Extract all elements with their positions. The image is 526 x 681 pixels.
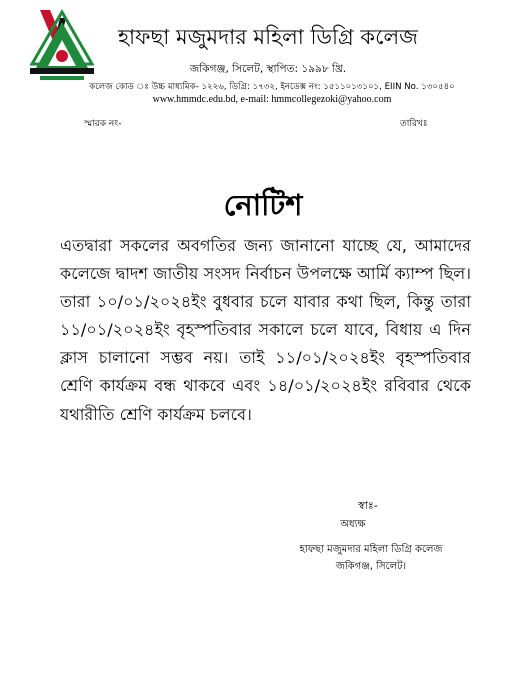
signatory-college: হাফছা মজুমদার মহিলা ডিগ্রি কলেজ — [299, 544, 443, 555]
date-label: তারিখঃ — [400, 119, 428, 129]
signature-label: স্বাঃ- — [358, 499, 378, 512]
college-name: হাফছা মজুমদার মহিলা ডিগ্রি কলেজ — [118, 25, 418, 49]
notice-body: এতদ্বারা সকলের অবগতির জন্য জানানো যাচ্ছে যে, আমাদের কলেজে দ্বাদশ জাতীয় সংসদ নির্বাচন উপলক্ষে আর্মি ক্যাম্প ছিল। তারা ১০/০১/২০২৪ইং বুধবার চলে যাবার কথা ছিল, কিন্তু তারা ১১/০১/২০২৪ইং বৃহস্পতিবার সকালে চলে যাবে, বিধায় এ দিন ক্লাস চালানো সম্ভব নয়। তাই ১১/০১/২০২৪ইং বৃহস্পতিবার শ্রেণি কার্যক্রম বন্ধ থাকবে এবং ১৪/০১/২০২৪ইং রবিবার থেকে যথারীতি শ্রেণি কার্যক্রম চলবে। — [60, 236, 471, 424]
notice-title: নোটিশ — [223, 188, 303, 222]
signatory-designation: অধ্যক্ষ — [340, 519, 366, 530]
college-web-email: www.hmmdc.edu.bd, e-mail: hmmcollegezoki@yahoo.com — [152, 94, 392, 105]
signatory-place: জকিগঞ্জ, সিলেট। — [335, 561, 407, 572]
college-codes: কলেজ কোড ঃ উচ্চ মাধ্যমিক- ১২২৬, ডিগ্রি: ১৭৩২, ইনডেক্স নং: ১৫১১০১৩১০১, EIIN No. ১৩০৫৪০ — [89, 82, 455, 92]
reference-number-label: স্মারক নং- — [84, 119, 122, 129]
college-address: জকিগঞ্জ, সিলেট, স্থাপিত: ১৯৯৮ খ্রি. — [189, 63, 347, 75]
college-logo-icon — [26, 8, 98, 86]
